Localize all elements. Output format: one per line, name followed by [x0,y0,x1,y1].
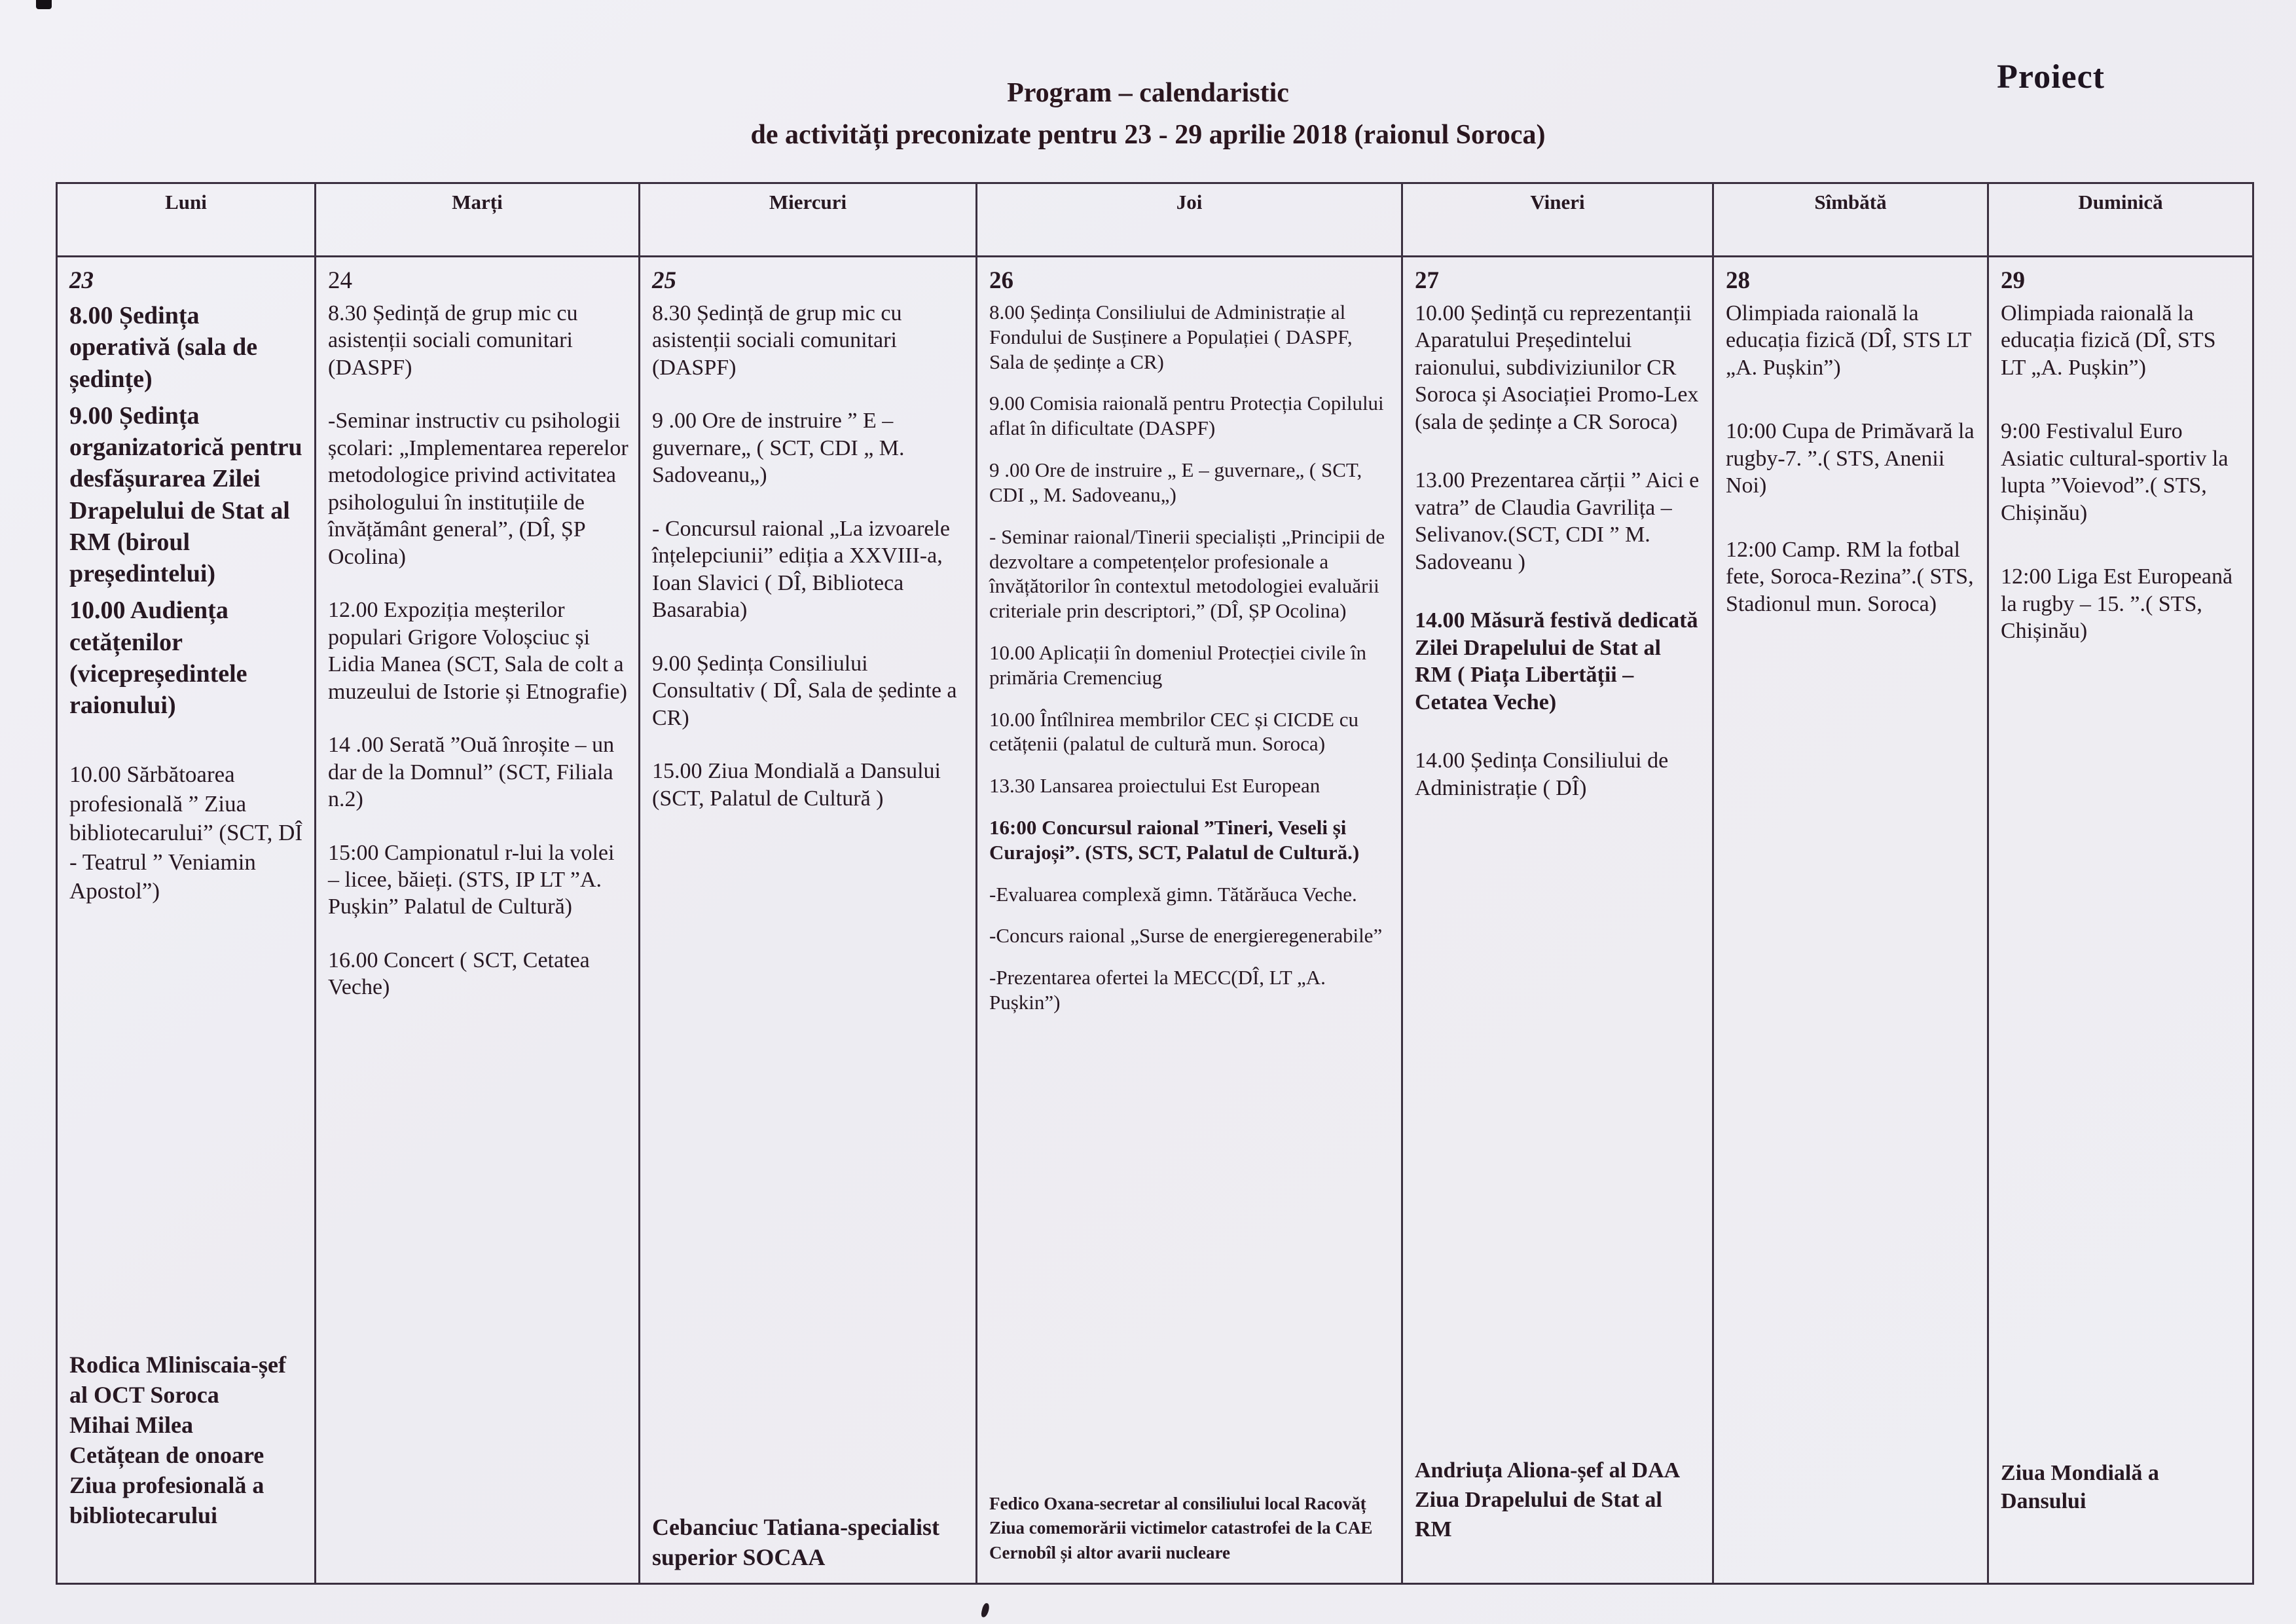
footer-line: Rodica Mliniscaia-șef al OCT Soroca [69,1351,286,1408]
day-cell-luni [57,257,316,1584]
footer-line: Ziua Drapelului de Stat al RM [1415,1488,1662,1542]
column-header-joi: Joi [977,183,1402,257]
event-item: - Seminar raional/Tinerii specialiști „Principii de dezvoltare a competențelor profesionale a învățătorilor în contextul metodologiei evaluării criteriale prin descriptori,” (DÎ, ȘP Ocolina) [989,525,1385,623]
event-item: -Evaluarea complexă gimn. Tătărăuca Veche. [989,882,1357,906]
event-item: 9.00 Ședința Consiliului Consultativ ( DÎ, Sala de ședinte a CR) [652,651,957,730]
event-item: 13.30 Lansarea proiectului Est European [989,774,1321,798]
day-footer-duminica [2001,1459,2243,1516]
event-item: 9:00 Festivalul Euro Asiatic cultural-sportiv la lupta ”Voievod”.( STS, Chișinău) [2001,419,2229,525]
title-line-1: Program – calendaristic [1007,78,1289,108]
event-item: 10.00 Ședință cu reprezentanții Aparatului Președintelui raionului, subdiviziunilor CR Soroca și Asociației Promo-Lex (sala de ședințe a CR Soroca) [1415,301,1699,434]
document-title [0,77,2296,151]
footer-line: Mihai Milea [69,1411,193,1438]
day-number-25: 25 [652,267,676,294]
footer-line: Andriuța Aliona-șef al DAA [1415,1458,1681,1483]
day-cell-content-duminica [1989,257,2252,1583]
event-item: 14 .00 Serată ”Ouă înroșite – un dar de la Domnul” (SCT, Filiala n.2) [328,733,615,812]
day-cell-content-vineri [1403,257,1712,1583]
event-item: -Prezentarea ofertei la MECC(DÎ, LT „A. Pușkin”) [989,966,1326,1014]
day-cell-simbata [1713,257,1988,1584]
event-item: 9.00 Comisia raională pentru Protecția Copilului aflat în dificultate (DASPF) [989,392,1384,440]
event-list-marti [328,300,629,1027]
event-item: 10:00 Cupa de Primăvară la rugby-7. ”.( STS, Anenii Noi) [1726,419,1975,498]
event-item: 14.00 Ședința Consiliului de Administrație ( DÎ) [1415,748,1669,800]
event-item: 15.00 Ziua Mondială a Dansului (SCT, Palatul de Cultură ) [652,759,941,811]
event-item: 8.30 Ședință de grup mic cu asistenții sociali comunitari (DASPF) [328,301,578,380]
event-list-duminica [2001,300,2243,682]
event-list-luni [69,300,305,911]
event-item: 8.00 Ședința Consiliului de Administrație al Fondului de Susținere a Populației ( DASPF, Sala de ședințe a CR) [989,301,1353,373]
event-item: 12:00 Camp. RM la fotbal fete, Soroca-Rezina”.( STS, Stadionul mun. Soroca) [1726,537,1974,616]
day-number-26: 26 [989,267,1013,294]
day-cell-vineri [1402,257,1713,1584]
day-number-29: 29 [2001,267,2025,294]
footer-line: Ziua profesională a bibliotecarului [69,1471,264,1528]
column-header-vineri: Vineri [1402,183,1713,257]
day-number-28: 28 [1726,267,1750,294]
calendar-table [56,182,2254,1585]
event-item: -Concurs raional „Surse de energieregenerabile” [989,924,1383,948]
event-list-joi [989,300,1392,1032]
event-item: -Seminar instructiv cu psihologii școlari: „Implementarea reperelor metodologice privind activitatea psihologului în instituțiile de învățământ general”, (DÎ, ȘP Ocolina) [328,409,629,569]
day-number-23: 23 [69,267,94,294]
event-item: Olimpiada raională la educația fizică (DÎ, STS LT „A. Pușkin”) [2001,301,2216,380]
event-item: 16:00 Concursul raional ”Tineri, Veseli și Curajoși”. (STS, SCT, Palatul de Cultură.) [989,816,1360,864]
day-footer-vineri [1415,1456,1703,1545]
event-list-miercuri [652,300,966,838]
column-header-duminica: Duminică [1988,183,2253,257]
event-item: 9 .00 Ore de instruire ” E – guvernare„ ( SCT, CDI „ M. Sadoveanu„) [652,409,905,488]
project-label: Proiect [1997,58,2105,96]
event-item: 9 .00 Ore de instruire „ E – guvernare„ ( SCT, CDI „ M. Sadoveanu„) [989,458,1362,506]
scan-artifact-corner [36,0,52,9]
event-item: 10.00 Audiența cetățenilor (vicepreședintele raionului) [69,597,247,719]
day-cell-joi [977,257,1402,1584]
day-cell-content-joi [977,257,1401,1583]
event-item: 8.00 Ședința operativă (sala de ședințe) [69,302,258,393]
footer-line: Ziua Mondială a Dansului [2001,1460,2159,1514]
event-item: 10.00 Întîlnirea membrilor CEC și CICDE cu cetățenii (palatul de cultură mun. Soroca) [989,707,1358,756]
event-item: 15:00 Campionatul r-lui la volei – licee, băieți. (STS, IP LT ”A. Pușkin” Palatul de Cultură) [328,840,615,919]
day-footer-luni [69,1350,305,1530]
footer-line: Ziua comemorării victimelor catastrofei de la CAE Cernobîl și altor avarii nucleare [989,1518,1373,1563]
day-cell-content-luni [58,257,314,1583]
title-line-2: de activități preconizate pentru 23 - 29 aprilie 2018 (raionul Soroca) [750,120,1546,150]
column-header-miercuri: Miercuri [640,183,977,257]
weekday-header-row [57,183,2253,257]
event-item: 12.00 Expoziția meșterilor populari Grigore Voloșciuc și Lidia Manea (SCT, Sala de colt a muzeului de Istorie și Etnografie) [328,598,627,704]
event-item: Olimpiada raională la educația fizică (DÎ, STS LT „A. Pușkin”) [1726,301,1971,380]
event-item: 8.30 Ședință de grup mic cu asistenții sociali comunitari (DASPF) [652,301,902,380]
column-header-luni: Luni [57,183,316,257]
day-number-24: 24 [328,267,352,294]
footer-line: Fedico Oxana-secretar al consiliului local Racovăț [989,1493,1366,1513]
day-cell-content-miercuri [640,257,975,1583]
day-footer-miercuri [652,1512,966,1572]
event-item: - Concursul raional „La izvoarele înțelepciunii” ediția a XXVIII-a, Ioan Slavici ( DÎ, Biblioteca Basarabia) [652,516,951,623]
footer-line: Cetățean de onoare [69,1441,264,1468]
event-item: 10.00 Aplicații în domeniul Protecției civile în primăria Cremenciug [989,640,1366,689]
day-footer-joi [989,1492,1392,1566]
event-item: 13.00 Prezentarea cărții ” Aici e vatra” de Claudia Gavrilița – Selivanov.(SCT, CDI ” M. Sadoveanu ) [1415,468,1700,574]
footer-line: Cebanciuc Tatiana-specialist superior SOCAA [652,1513,940,1570]
event-item: 12:00 Liga Est Europeană la rugby – 15. ”.( STS, Chișinău) [2001,564,2233,644]
day-cell-content-simbata [1714,257,1987,1583]
event-item: 9.00 Ședința organizatorică pentru desfășurarea Zilei Drapelului de Stat al RM (biroul președintelui) [69,401,302,587]
day-cell-duminica [1988,257,2253,1584]
day-cell-miercuri [640,257,977,1584]
day-cell-content-marti [316,257,638,1583]
calendar-body-row [57,257,2253,1584]
day-cell-marti [316,257,640,1584]
day-number-27: 27 [1415,267,1439,294]
event-item: 16.00 Concert ( SCT, Cetatea Veche) [328,948,590,1000]
event-list-simbata [1726,300,1978,654]
event-list-vineri [1415,300,1703,833]
event-item: 10.00 Sărbătoarea profesională ” Ziua bibliotecarului” (SCT, DÎ - Teatrul ” Veniamin Apostol”) [69,762,303,904]
column-header-marti: Marți [316,183,640,257]
column-header-simbata: Sîmbătă [1713,183,1988,257]
scan-artifact-bottom [980,1602,990,1618]
event-item: 14.00 Măsură festivă dedicată Zilei Drapelului de Stat al RM ( Piața Libertății – Cetatea Veche) [1415,608,1698,714]
